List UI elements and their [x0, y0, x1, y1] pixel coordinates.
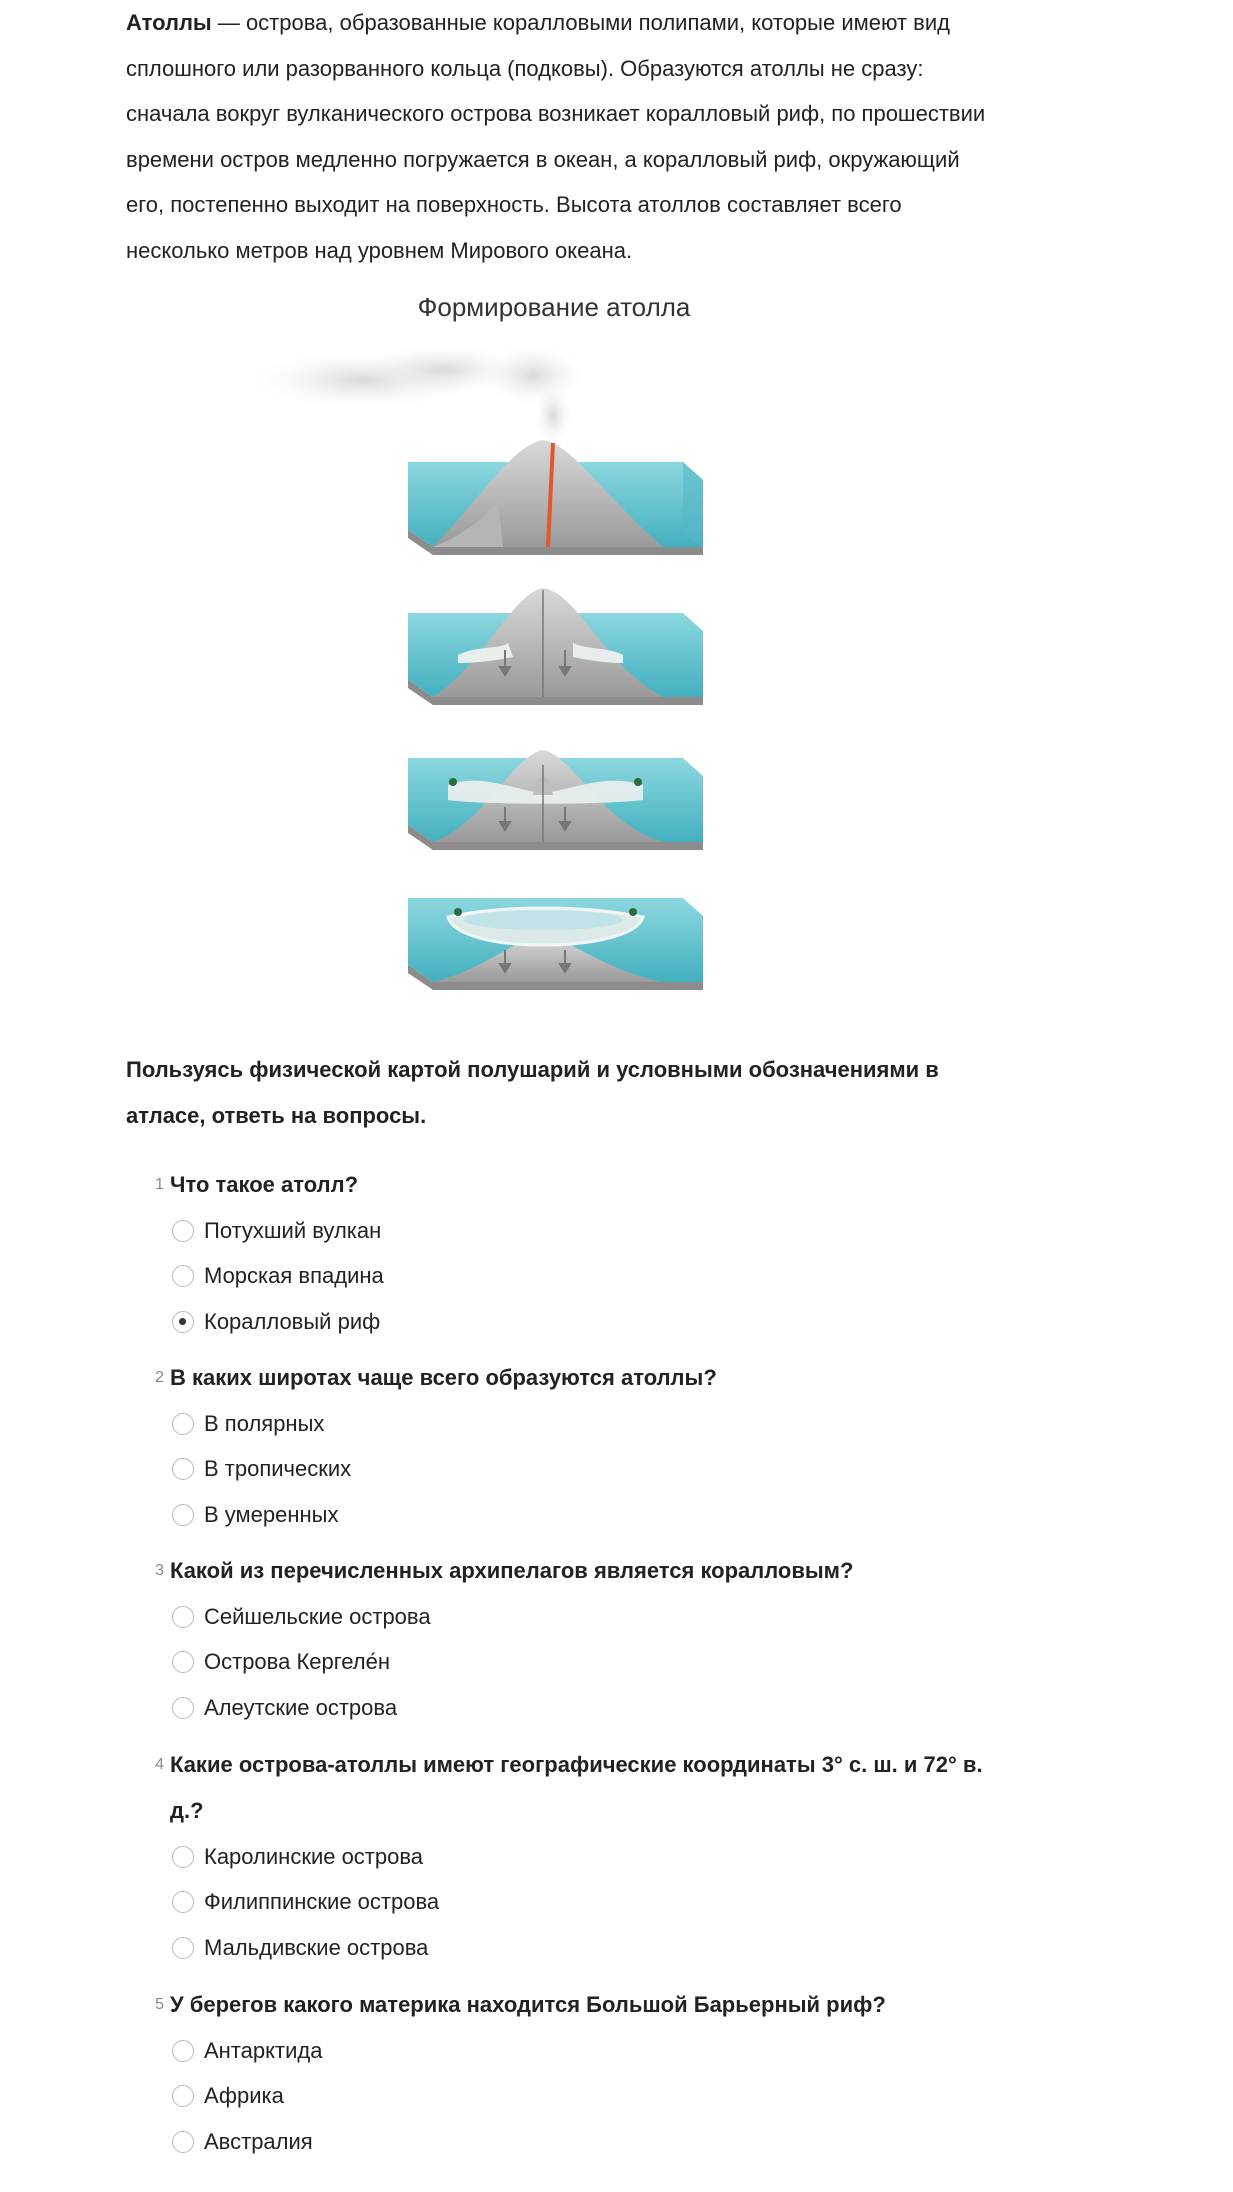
- radio-button[interactable]: [172, 2040, 194, 2062]
- answer-option[interactable]: [172, 1299, 986, 1345]
- intro-term: Атоллы: [126, 10, 212, 35]
- option-label: Потухший вулкан: [204, 1217, 382, 1243]
- question-number: 2: [155, 1369, 164, 1386]
- question-2: [146, 1355, 986, 1538]
- option-label: В умеренных: [204, 1501, 339, 1527]
- answer-option[interactable]: [172, 1685, 986, 1731]
- stage-1-volcano: [253, 345, 703, 555]
- answer-option[interactable]: [172, 2074, 986, 2120]
- option-label: Австралия: [204, 2128, 313, 2154]
- radio-button[interactable]: [172, 2085, 194, 2107]
- radio-button[interactable]: [172, 1413, 194, 1435]
- question-4: [146, 1742, 986, 1971]
- intro-paragraph: [126, 0, 986, 273]
- answer-option[interactable]: [172, 1594, 986, 1640]
- option-label: Сейшельские острова: [204, 1603, 431, 1629]
- answer-option[interactable]: [172, 1447, 986, 1493]
- radio-button-selected[interactable]: [172, 1311, 194, 1333]
- atoll-formation-figure: [243, 345, 703, 995]
- radio-button[interactable]: [172, 1651, 194, 1673]
- lesson-content: [126, 0, 986, 2154]
- answer-option[interactable]: [172, 1925, 986, 1971]
- stage-4-atoll: [408, 898, 703, 990]
- radio-button[interactable]: [172, 1265, 194, 1287]
- question-5: [146, 1982, 986, 2165]
- option-label: Острова Кергеле́н: [204, 1649, 391, 1675]
- question-number: 3: [155, 1562, 164, 1579]
- question-text: Какие острова-атоллы имеют географические координаты 3° с. ш. и 72° в. д.?: [170, 1752, 983, 1823]
- answer-option[interactable]: [172, 1834, 986, 1880]
- option-label: Морская впадина: [204, 1263, 384, 1289]
- radio-button[interactable]: [172, 1458, 194, 1480]
- question-text: У берегов какого материка находится Большой Барьерный риф?: [170, 1992, 886, 2017]
- stage-2-fringing-reef: [408, 588, 703, 705]
- radio-button[interactable]: [172, 1846, 194, 1868]
- answer-option[interactable]: [172, 2028, 986, 2074]
- task-instruction: Пользуясь физической картой полушарий и условными обозначениями в атласе, ответь на вопросы.: [126, 1057, 939, 1128]
- question-1: [146, 1162, 986, 1345]
- answer-option[interactable]: [172, 1640, 986, 1686]
- question-number: 5: [155, 1996, 164, 2013]
- option-label: Коралловый риф: [204, 1308, 381, 1334]
- radio-button[interactable]: [172, 1504, 194, 1526]
- question-text: В каких широтах чаще всего образуются атоллы?: [170, 1365, 717, 1390]
- option-label: Антарктида: [204, 2037, 323, 2063]
- question-text: Что такое атолл?: [170, 1172, 359, 1197]
- question-text: Какой из перечисленных архипелагов является коралловым?: [170, 1558, 854, 1583]
- radio-button[interactable]: [172, 2131, 194, 2153]
- answer-option[interactable]: [172, 1254, 986, 1300]
- question-number: 1: [155, 1176, 164, 1193]
- option-label: Африка: [204, 2083, 284, 2109]
- option-label: Каролинские острова: [204, 1843, 424, 1869]
- answer-option[interactable]: [172, 2119, 986, 2165]
- question-3: [146, 1548, 986, 1731]
- answer-option[interactable]: [172, 1492, 986, 1538]
- answer-option[interactable]: [172, 1880, 986, 1926]
- option-label: Алеутские острова: [204, 1694, 398, 1720]
- radio-button[interactable]: [172, 1220, 194, 1242]
- answer-option[interactable]: [172, 1401, 986, 1447]
- question-number: 4: [155, 1756, 164, 1773]
- option-label: В полярных: [204, 1410, 325, 1436]
- radio-button[interactable]: [172, 1937, 194, 1959]
- option-label: Мальдивские острова: [204, 1934, 429, 1960]
- intro-text: — острова, образованные коралловыми полипами, которые имеют вид сплошного или разорванного кольца (подковы). Образуются атоллы не сразу: сначала вокруг вулканического острова возникает коралловый риф, по прошествии времени остров медленно погружается в океан, а коралловый риф, окружающий его, постепенно выходит на поверхность. Высота атоллов составляет всего несколько метров над уровнем Мирового океана.: [126, 10, 986, 263]
- stage-3-barrier-reef: [408, 750, 703, 850]
- radio-button[interactable]: [172, 1606, 194, 1628]
- option-label: Филиппинские острова: [204, 1889, 440, 1915]
- answer-option[interactable]: [172, 1208, 986, 1254]
- option-label: В тропических: [204, 1456, 352, 1482]
- radio-button[interactable]: [172, 1697, 194, 1719]
- radio-button[interactable]: [172, 1891, 194, 1913]
- figure-title: Формирование атолла: [417, 292, 691, 322]
